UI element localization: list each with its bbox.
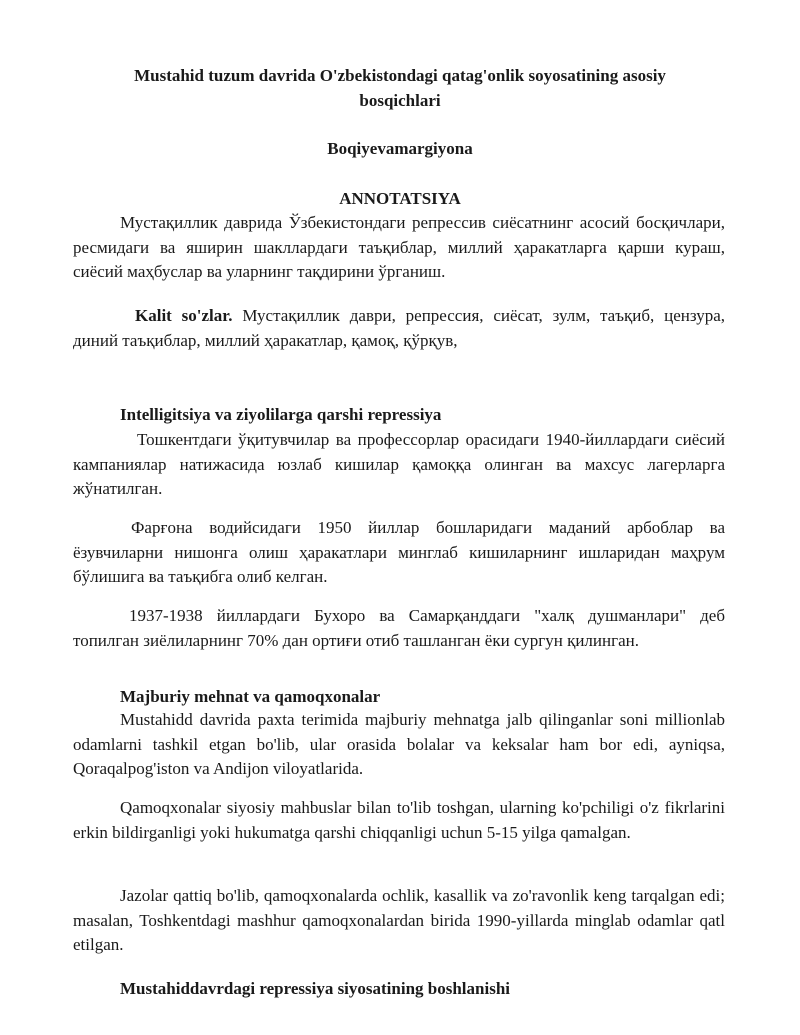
section-heading-repression-beginning: Mustahiddavrdagi repressiya siyosatining boshlanishi (120, 979, 511, 998)
author-name: Boqiyevamargiyona (327, 139, 473, 158)
section-heading-intelligentsia: Intelligitsiya va ziyolilarga qarshi repressiya (120, 405, 442, 424)
keywords-text: Мустақиллик даври, репрессия, сиёсат, зулм, таъқиб, цензура, диний таъқиблар, миллий ҳаракатлар, қамоқ, қўрқув, (73, 306, 725, 350)
section2-paragraph-3: Jazolar qattiq bo'lib, qamoqxonalarda ochlik, kasallik va zo'ravonlik keng tarqalgan edi; masalan, Toshkentdagi mashhur qamoqxonalardan birida 1990-yillarda minglab odamlar qatl etilgan. (73, 886, 725, 954)
section1-paragraph-2: Фарғона водийсидаги 1950 йиллар бошларидаги маданий арбоблар ва ёзувчиларни нишонга олиш ҳаракатлари минглаб кишиларнинг ишларидан маҳрум бўлишига ва таъқибга олиб келган. (73, 518, 725, 586)
keywords-label: Kalit so'zlar. (135, 306, 233, 325)
annotation-text: Мустақиллик даврида Ўзбекистондаги репрессив сиёсатнинг асосий босқичлари, ресмидаги ва яширин шакллардаги таъқиблар, миллий ҳаракатларга қарши кураш, сиёсий маҳбуслар ва уларнинг тақдирини ўрганиш. (73, 213, 725, 281)
section-heading-forced-labor: Majburiy mehnat va qamoqxonalar (120, 687, 381, 706)
section2-paragraph-1: Mustahidd davrida paxta terimida majburiy mehnatga jalb qilinganlar soni millionlab odamlarni tashkil etgan bo'lib, ular orasida bolalar va keksalar ham bor edi, ayniqsa, Qoraqalpog'iston va Andijon viloyatlarida. (73, 710, 725, 778)
section1-paragraph-3: 1937-1938 йиллардаги Бухоро ва Самарқанддаги "халқ душманлари" деб топилган зиёлиларнинг 70% дан ортиғи отиб ташланган ёки сургун қилинган. (73, 606, 725, 650)
title-line-2: bosqichlari (359, 90, 441, 110)
section1-paragraph-1: Тошкентдаги ўқитувчилар ва профессорлар орасидаги 1940-йиллардаги сиёсий кампаниялар натижасида юзлаб кишилар қамоққа олинган ва махсус лагерларга жўнатилган. (73, 430, 725, 498)
section2-paragraph-2: Qamoqxonalar siyosiy mahbuslar bilan to'lib toshgan, ularning ko'pchiligi o'z fikrlarini erkin bildirganligi yoki hukumatga qarshi chiqqanligi uchun 5-15 yilga qamalgan. (73, 798, 725, 842)
title-line-1: Mustahid tuzum davrida O'zbekistondagi qatag'onlik soyosatining asosiy (134, 66, 666, 85)
keywords-paragraph (73, 304, 725, 353)
document-title (60, 64, 740, 113)
annotation-heading: ANNOTATSIYA (339, 189, 461, 208)
